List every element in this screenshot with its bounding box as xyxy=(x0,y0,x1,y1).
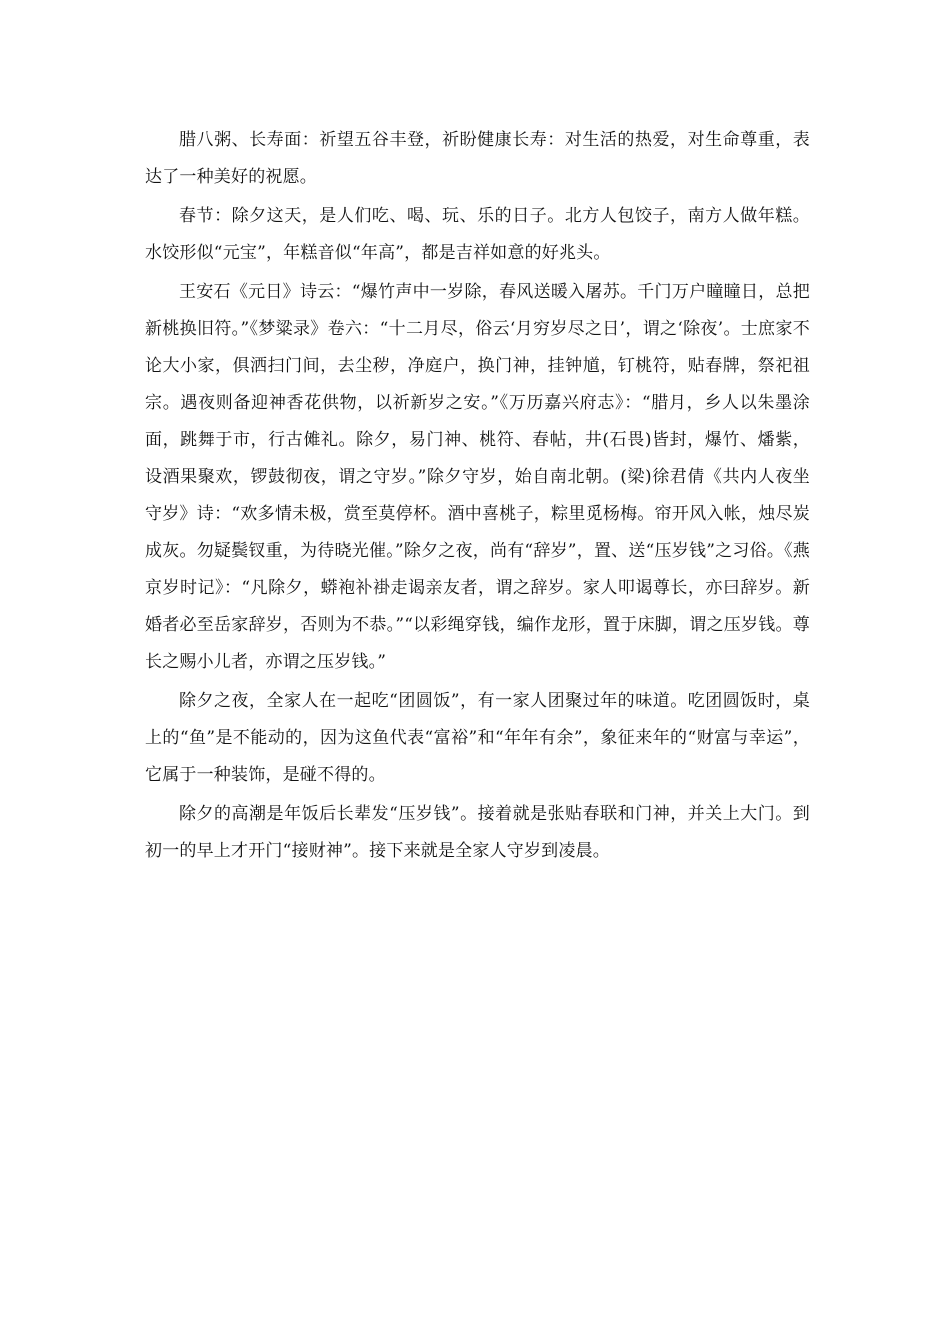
paragraph-laba-porridge: 腊八粥、长寿面：祈望五谷丰登，祈盼健康长寿：对生活的热爱，对生命尊重，表达了一种美好的祝愿。 xyxy=(145,130,810,187)
paragraph-new-year-eve-history: 王安石《元日》诗云：“爆竹声中一岁除，春风送暖入屠苏。千门万户瞳瞳日，总把新桃换旧符。”《梦粱录》卷六：“十二月尽，俗云‘月穷岁尽之日’，谓之‘除夜’。士庶家不论大小家，俱洒扫门间，去尘秽，净庭户，换门神，挂钟馗，钉桃符，贴春牌，祭祀祖宗。遇夜则备迎神香花供物，以祈新岁之安。”《万历嘉兴府志》：“腊月，乡人以朱墨涂面，跳舞于市，行古傩礼。除夕，易门神、桃符、春帖，井(石畏)皆封，爆竹、燔紫，设酒果聚欢，锣鼓彻夜，谓之守岁。”除夕守岁，始自南北朝。(梁)徐君倩《共内人夜坐守岁》诗：“欢多情未极，赏至莫停杯。酒中喜桃子，粽里觅杨梅。帘开风入帐，烛尽炭成灰。勿疑鬓钗重，为待晓光催。”除夕之夜，尚有“辞岁”，置、送“压岁钱”之习俗。《燕京岁时记》：“凡除夕，蟒袍补褂走谒亲友者，谓之辞岁。家人叩谒尊长，亦曰辞岁。新婚者必至岳家辞岁，否则为不恭。”“以彩绳穿钱，编作龙形，置于床脚，谓之压岁钱。尊长之赐小儿者，亦谓之压岁钱。” xyxy=(145,282,810,672)
paragraph-reunion-dinner: 除夕之夜，全家人在一起吃“团圆饭”，有一家人团聚过年的味道。吃团圆饭时，桌上的“鱼”是不能动的，因为这鱼代表“富裕”和“年年有余”，象征来年的“财富与幸运”，它属于一种装饰，是碰不得的。 xyxy=(145,691,810,785)
paragraph-spring-festival: 春节：除夕这天，是人们吃、喝、玩、乐的日子。北方人包饺子，南方人做年糕。水饺形似“元宝”，年糕音似“年高”，都是吉祥如意的好兆头。 xyxy=(145,206,810,263)
paragraph-lucky-money: 除夕的高潮是年饭后长辈发“压岁钱”。接着就是张贴春联和门神，并关上大门。到初一的早上才开门“接财神”。接下来就是全家人守岁到凌晨。 xyxy=(145,804,810,861)
document-body xyxy=(145,122,810,872)
